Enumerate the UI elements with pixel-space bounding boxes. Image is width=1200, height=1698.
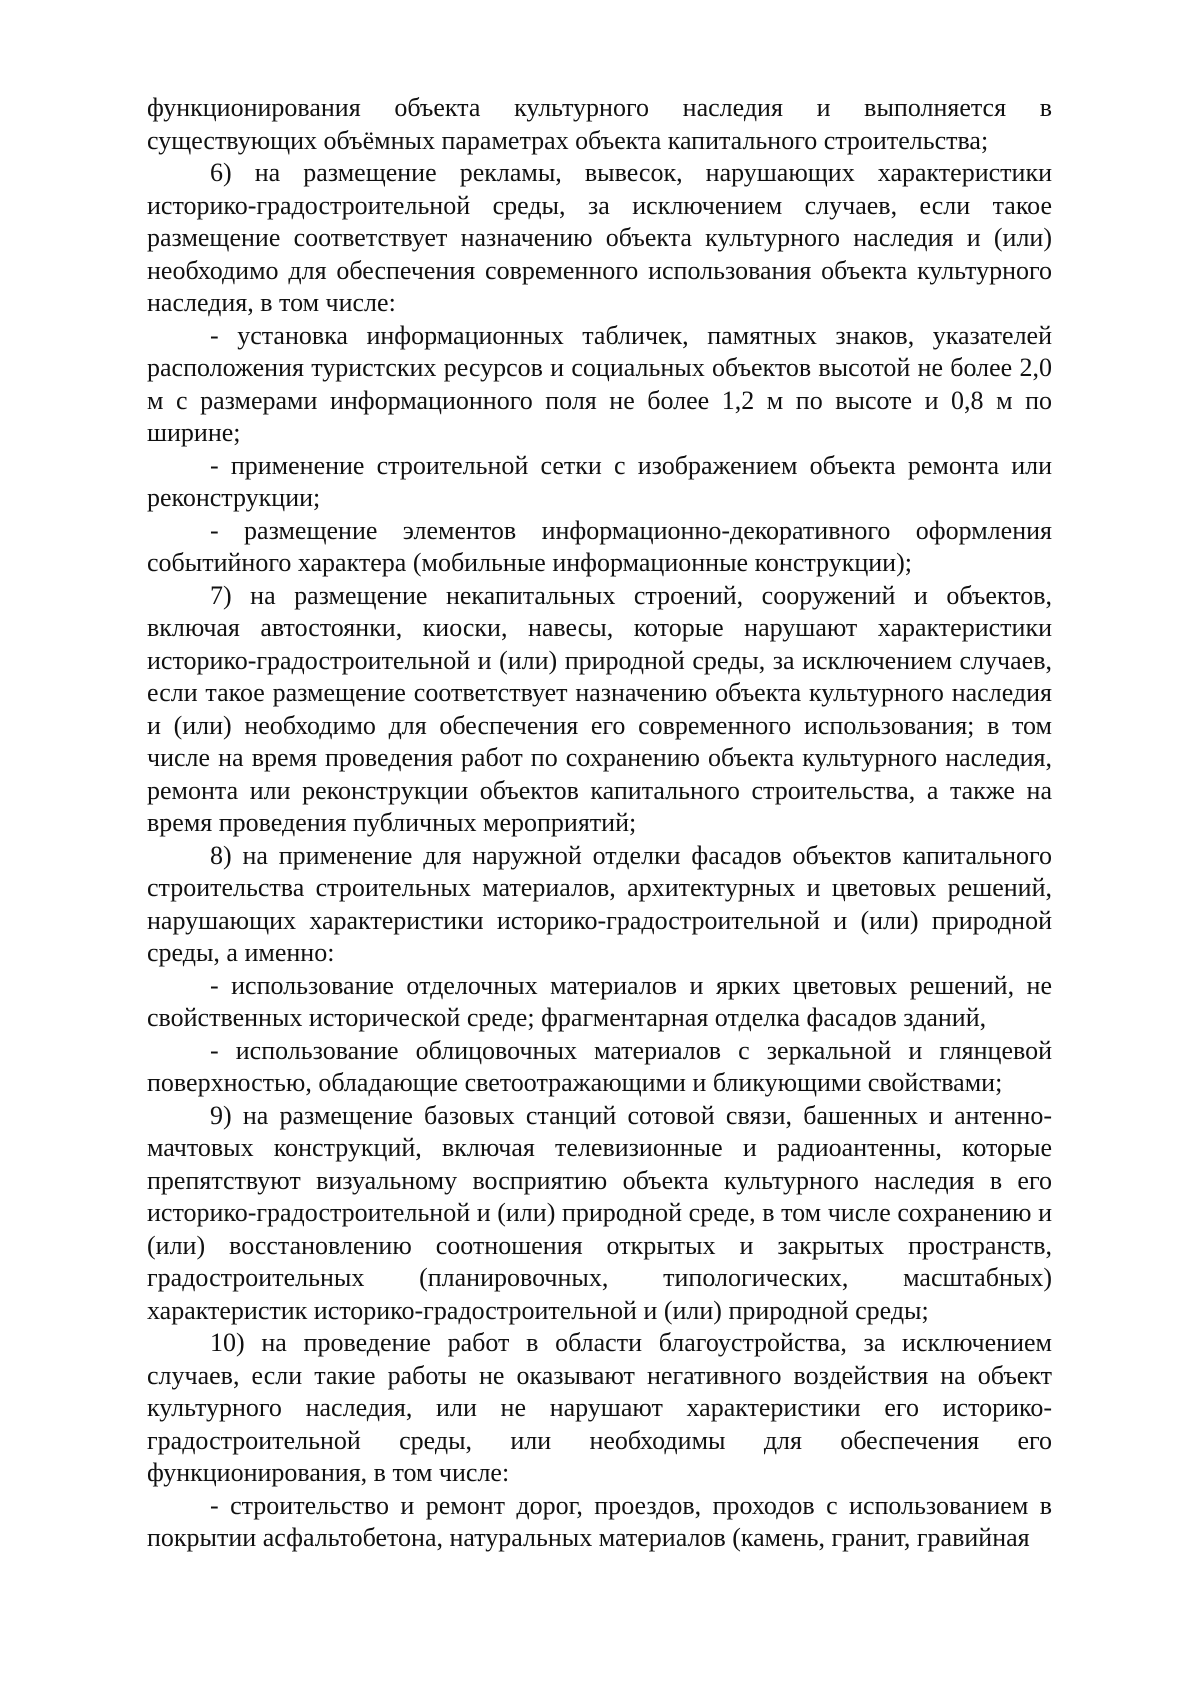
document-page — [147, 92, 1052, 1555]
paragraph-item-6: 6) на размещение рекламы, вывесок, нарушающих характеристики историко-градостроительной среды, за исключением случаев, если такое размещение соответствует назначению объекта культурного наследия и (или) необходимо для обеспечения современного использования объекта культурного наследия, в том числе: — [147, 158, 1052, 317]
paragraph-item-8: 8) на применение для наружной отделки фасадов объектов капитального строительства строительных материалов, архитектурных и цветовых решений, нарушающих характеристики историко-градостроительной и (или) природной среды, а именно: — [147, 840, 1052, 967]
paragraph-item-8-subitem-2: - использование облицовочных материалов с зеркальной и глянцевой поверхностью, обладающие светоотражающими и бликующими свойствами; — [147, 1035, 1052, 1097]
paragraph-item-6-subitem-2: - применение строительной сетки с изображением объекта ремонта или реконструкции; — [147, 450, 1052, 512]
paragraph-item-7: 7) на размещение некапитальных строений, сооружений и объектов, включая автостоянки, киоски, навесы, которые нарушают характеристики историко-градостроительной и (или) природной среды, за исключением случаев, если такое размещение соответствует назначению объекта культурного наследия и (или) необходимо для обеспечения его современного использования; в том числе на время проведения работ по сохранению объекта культурного наследия, ремонта или реконструкции объектов капитального строительства, а также на время проведения публичных мероприятий; — [147, 580, 1052, 837]
paragraph-item-10-subitem-1: - строительство и ремонт дорог, проездов, проходов с использованием в покрытии асфальтобетона, натуральных материалов (камень, гранит, гравийная — [147, 1490, 1052, 1552]
paragraph-item-10: 10) на проведение работ в области благоустройства, за исключением случаев, если такие работы не оказывают негативного воздействия на объект культурного наследия, или не нарушают характеристики его историко-градостроительной среды, или необходимы для обеспечения его функционирования, в том числе: — [147, 1328, 1052, 1487]
paragraph-item-6-subitem-3: - размещение элементов информационно-декоративного оформления событийного характера (мобильные информационные конструкции); — [147, 515, 1052, 577]
paragraph-item-9: 9) на размещение базовых станций сотовой связи, башенных и антенно-мачтовых конструкций, включая телевизионные и радиоантенны, которые препятствуют визуальному восприятию объекта культурного наследия в его историко-градостроительной и (или) природной среде, в том числе сохранению и (или) восстановлению соотношения открытых и закрытых пространств, градостроительных (планировочных, типологических, масштабных) характеристик историко-градостроительной и (или) природной среды; — [147, 1100, 1052, 1325]
paragraph-item-8-subitem-1: - использование отделочных материалов и ярких цветовых решений, не свойственных исторической среде; фрагментарная отделка фасадов зданий, — [147, 970, 1052, 1032]
paragraph-continuation: функционирования объекта культурного наследия и выполняется в существующих объёмных параметрах объекта капитального строительства; — [147, 93, 1052, 155]
paragraph-item-6-subitem-1: - установка информационных табличек, памятных знаков, указателей расположения туристских ресурсов и социальных объектов высотой не более 2,0 м с размерами информационного поля не более 1,2 м по высоте и 0,8 м по ширине; — [147, 320, 1052, 447]
